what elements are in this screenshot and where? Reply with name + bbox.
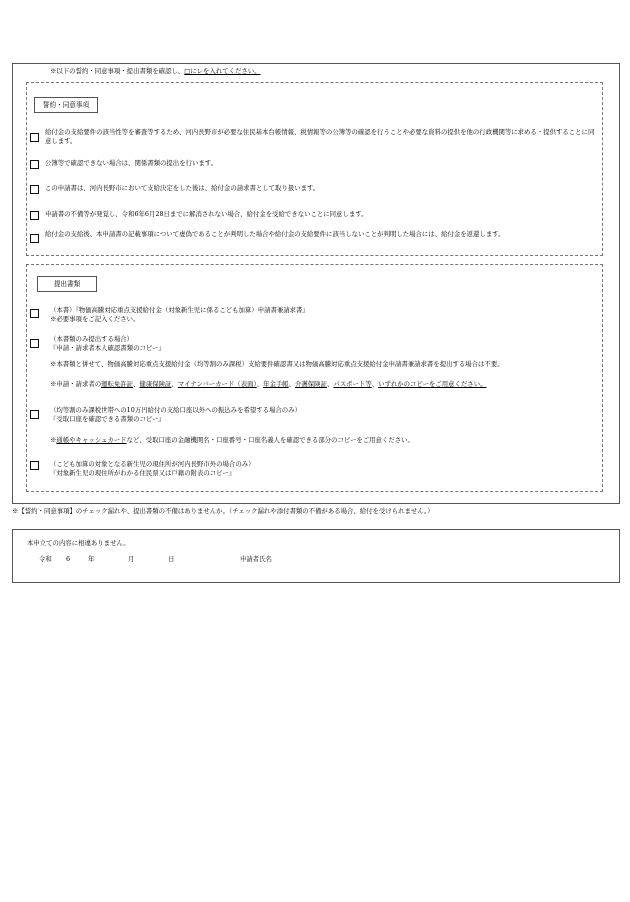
document-3-note — [50, 436, 414, 445]
id-doc-3: マイナンバーカード（表面） — [177, 380, 257, 388]
documents-section-title: 提出書類 — [37, 276, 97, 292]
pledge-checkbox-1[interactable] — [30, 133, 39, 142]
pledge-checkbox-4[interactable] — [30, 211, 39, 220]
day-label: 日 — [168, 555, 175, 563]
pledge-checkbox-5[interactable] — [30, 234, 39, 243]
month-label: 月 — [128, 555, 135, 563]
document-1-note: ※必要事項をご記入ください。 — [50, 315, 140, 323]
document-checkbox-3[interactable] — [30, 410, 39, 419]
pledge-checkbox-2[interactable] — [30, 160, 39, 169]
document-2-title: 『申請・請求者本人確認書類のコピー』 — [50, 344, 165, 352]
document-checkbox-1[interactable] — [30, 309, 39, 318]
doc3-note-rest: など、受取口座の金融機関名・口座番号・口座名義人を確認できる部分のコピーをご用意ください。 — [126, 436, 414, 444]
document-4-condition: （こども加算の対象となる新生児の現住所が河内長野市外の場合のみ） — [50, 460, 255, 468]
note2-prefix: ※申請・請求者の — [50, 380, 102, 388]
year-label: 年 — [88, 555, 95, 563]
document-2-note-2 — [50, 380, 486, 389]
pledge-item-1: 給付金の支給要件の該当性等を審査等するため、河内長野市が必要な住民基本台帳情報、税情報等の公簿等の確認を行うことや必要な資料の提供を他の行政機関等に求める・提供することに同意します。 — [45, 128, 595, 145]
sep: 、 — [371, 380, 379, 388]
sep: 、 — [288, 380, 296, 388]
documents-section — [26, 264, 603, 492]
instruction-underlined: □にレを入れてください。 — [184, 67, 261, 75]
document-checkbox-4[interactable] — [30, 461, 39, 470]
id-doc-2: 健康保険証 — [139, 380, 172, 388]
doc3-note-underlined: 通帳やキャッシュカード — [56, 436, 127, 444]
id-doc-etc: 等 — [365, 380, 372, 388]
sep: 、 — [171, 380, 178, 388]
pledge-checkbox-3[interactable] — [30, 185, 39, 194]
footer-note: ※【誓約・同意事項】のチェック漏れや、提出書類の不備はありませんか。（チェック漏れや添付書類の不備がある場合、給付を受けられません。） — [12, 507, 434, 515]
id-doc-1: 運転免許証 — [101, 380, 134, 388]
document-4-title: 『対象新生児の現住所がわかる住民票又は戸籍の附表のコピー』 — [50, 469, 236, 477]
document-2-note-1: ※本書類と併せて、物価高騰対応重点支援給付金（均等割のみ課税）支給要件確認書又は物価高騰対応重点支援給付金申請書兼請求書を提出する場合は不要。 — [50, 360, 504, 368]
declaration-text: 本申立ての内容に相違ありません。 — [27, 539, 130, 547]
note2-underlined: いずれかのコピーをご用意ください。 — [378, 380, 487, 388]
applicant-name-label: 申請者氏名 — [240, 555, 272, 563]
pledge-item-3: この申請書は、河内長野市において支給決定をした後は、給付金の請求書として取り扱います。 — [45, 184, 320, 192]
doc3-note-prefix: ※ — [50, 436, 57, 444]
document-1-title: （本書）『物価高騰対応重点支援給付金（対象新生児に係るこども加算）申請書兼請求書』 — [50, 306, 309, 314]
pledge-section-title: 誓約・同意事項 — [34, 97, 98, 113]
document-3-title: 『受取口座を確認できる書類のコピー』 — [50, 415, 165, 423]
pledge-item-4: 申請書の不備等が発覚し、令和6年6月28日までに解消されない場合、給付金を受給できないことに同意します。 — [45, 210, 368, 218]
pledge-item-5: 給付金の支給後、本申請書の記載事項について虚偽であることが判明した場合や給付金の支給要件に該当しないことが判明した場合には、給付金を返還します。 — [45, 230, 505, 238]
era-label: 令和 — [39, 555, 52, 563]
year-value[interactable]: 6 — [66, 555, 71, 563]
document-2-condition: （本書類のみ提出する場合） — [50, 335, 134, 343]
sep: 、 — [133, 380, 140, 388]
id-doc-6: パスポート — [333, 380, 366, 388]
id-doc-5: 介護保険証 — [295, 380, 327, 388]
applicant-name-field[interactable] — [285, 552, 585, 566]
document-checkbox-2[interactable] — [30, 339, 39, 348]
sep: 、 — [256, 380, 264, 388]
instruction-line — [50, 67, 261, 76]
id-doc-4: 年金手帳 — [263, 380, 289, 388]
instruction-prefix: ※以下の誓約・同意事項・提出書類を確認し、 — [50, 67, 185, 75]
document-3-condition: （均等割のみ課税世帯への10万円給付の支給口座以外への振込みを希望する場合のみ） — [50, 406, 301, 414]
pledge-item-2: 公簿等で確認できない場合は、関係書類の提出を行います。 — [45, 159, 218, 167]
sep: 、 — [326, 380, 334, 388]
